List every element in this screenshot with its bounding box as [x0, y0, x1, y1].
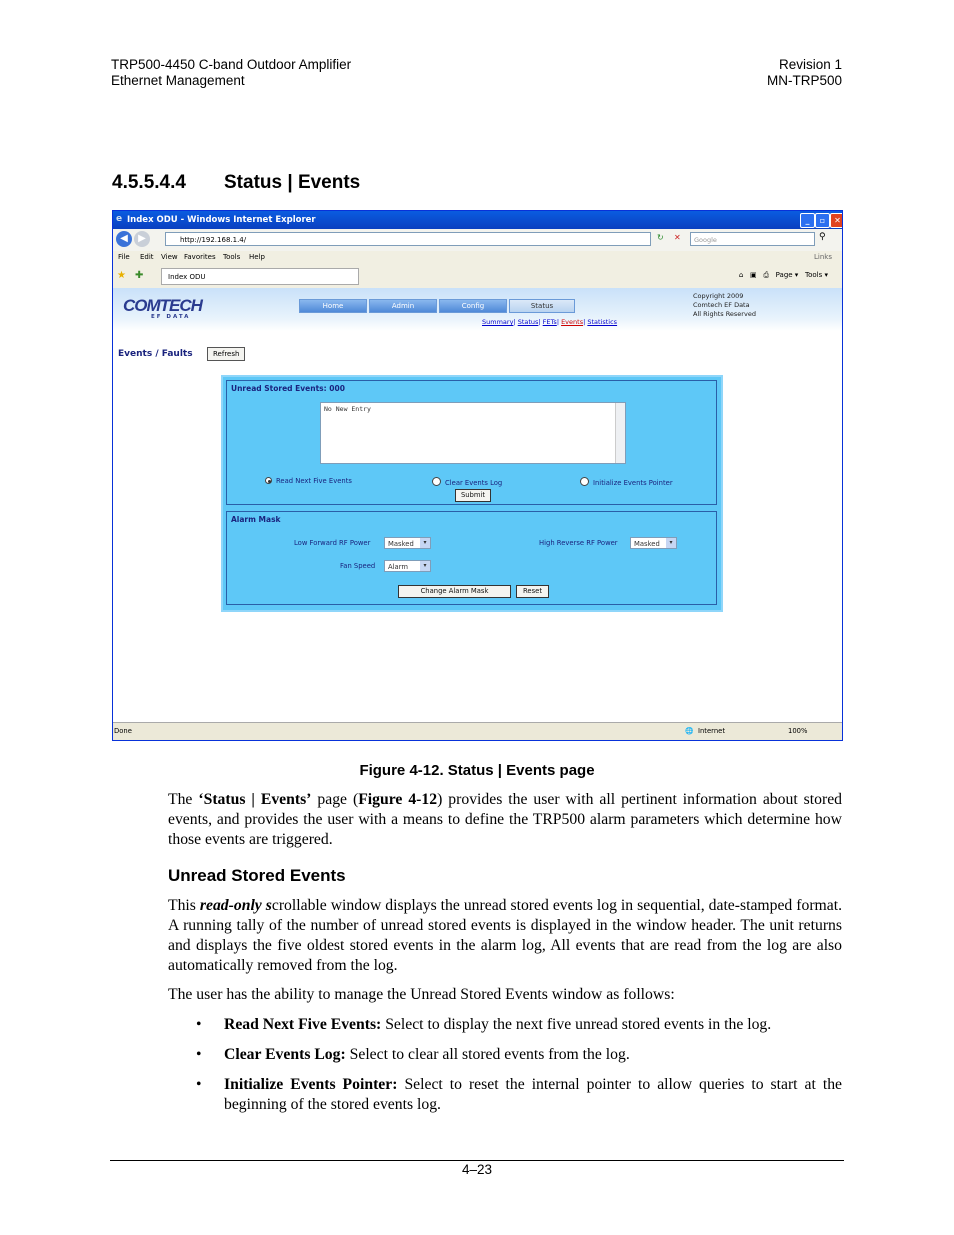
favorites-star-icon[interactable]: ★	[117, 270, 126, 281]
forward-icon[interactable]: ▶	[134, 231, 150, 247]
browser-screenshot	[112, 210, 843, 741]
bullet-text: Select to clear all stored events from the log.	[345, 1046, 630, 1063]
bullet-dot: •	[196, 1076, 202, 1093]
print-icon[interactable]: ⎙	[763, 271, 769, 279]
menu-favorites[interactable]: Favorites	[184, 253, 216, 261]
text-run: page (	[311, 791, 359, 808]
select-value: Masked	[634, 540, 660, 548]
copyright-notice	[693, 292, 756, 319]
tab-config[interactable]: Config	[439, 299, 507, 313]
chevron-down-icon: ▾	[666, 538, 676, 548]
page-number: 4–23	[461, 1162, 493, 1177]
text-run: ) provides the user with all pertinent information about stored events, and provides the user with a means to define the TRP500 alarm parameters which determine how those events are triggered.	[168, 791, 842, 848]
address-input[interactable]: http://192.168.1.4/	[165, 232, 651, 246]
bullet-term: Clear Events Log:	[224, 1046, 346, 1063]
search-input[interactable]: Google	[690, 232, 815, 246]
bullet-text: Select to reset the internal pointer to allow queries to start at the beginning of the stored events log.	[224, 1076, 843, 1113]
figure-reference: Figure 4-12	[358, 791, 438, 808]
radio-clear-events-log[interactable]	[432, 477, 502, 487]
window-title: Index ODU - Windows Internet Explorer	[127, 215, 316, 225]
add-favorite-icon[interactable]: ✚	[135, 270, 144, 281]
low-forward-rf-label: Low Forward RF Power	[294, 539, 371, 547]
sub-navigation: Summary| Status| FETs| Events| Statistics	[482, 318, 618, 326]
feeds-icon[interactable]: ▣	[750, 271, 757, 279]
reset-button[interactable]: Reset	[516, 585, 549, 598]
radio-label: Initialize Events Pointer	[593, 479, 673, 487]
link-statistics[interactable]: Statistics	[587, 318, 618, 326]
doc-number: MN-TRP500	[766, 73, 842, 88]
doc-chapter: Ethernet Management	[111, 73, 245, 88]
events-log-text: No New Entry	[324, 405, 371, 413]
ie-icon: e	[116, 214, 123, 224]
alarm-mask-box	[226, 511, 717, 605]
doc-title: TRP500-4450 C-band Outdoor Amplifier	[111, 57, 352, 72]
bullet-text: Select to display the next five unread stored events in the log.	[381, 1016, 772, 1033]
maximize-button[interactable]: ▫	[815, 213, 830, 228]
minimize-button[interactable]: _	[800, 213, 815, 228]
section-title: Status | Events	[224, 172, 361, 193]
menu-help[interactable]: Help	[249, 253, 265, 261]
radio-initialize-pointer[interactable]	[580, 477, 673, 487]
zoom-level[interactable]: 100%	[788, 727, 808, 735]
high-reverse-rf-label: High Reverse RF Power	[539, 539, 618, 547]
fan-speed-select[interactable]	[384, 560, 431, 572]
back-icon[interactable]: ◀	[116, 231, 132, 247]
figure-caption: Figure 4-12. Status | Events page	[359, 762, 595, 779]
unread-events-box	[226, 380, 717, 505]
page-menu[interactable]: Page	[775, 271, 793, 279]
status-bar	[113, 722, 842, 740]
link-status[interactable]: Status	[517, 318, 539, 326]
copyright-line: Copyright 2009	[693, 292, 744, 300]
search-icon[interactable]: ⚲	[819, 232, 826, 242]
text-run: The	[168, 791, 199, 808]
address-bar-row	[113, 229, 842, 251]
link-summary[interactable]: Summary	[482, 318, 514, 326]
manage-paragraph: The user has the ability to manage the Unread Stored Events window as follows:	[168, 986, 675, 1003]
bullet-term: Initialize Events Pointer:	[224, 1076, 398, 1093]
radio-label: Read Next Five Events	[276, 477, 352, 485]
browser-tab[interactable]: Index ODU	[161, 268, 359, 285]
submit-button[interactable]: Submit	[455, 489, 491, 502]
link-events[interactable]: Events	[561, 318, 584, 326]
bullet-item	[196, 1015, 842, 1035]
running-header-right	[767, 57, 842, 89]
window-titlebar	[113, 211, 842, 229]
fan-speed-label: Fan Speed	[340, 562, 376, 570]
menu-bar	[113, 251, 842, 266]
app-banner	[113, 288, 842, 331]
footer-rule	[110, 1160, 844, 1161]
section-heading	[112, 172, 360, 194]
events-faults-title: Events / Faults	[118, 349, 193, 359]
running-header-left	[111, 57, 351, 89]
description-paragraph	[168, 896, 842, 976]
zone-label: Internet	[698, 727, 725, 735]
bullet-item	[196, 1075, 842, 1115]
intro-paragraph	[168, 790, 842, 850]
home-icon[interactable]: ⌂	[738, 271, 744, 279]
chevron-down-icon: ▾	[420, 538, 430, 548]
page-content	[113, 288, 842, 725]
text-emphasis: read-only s	[199, 897, 272, 914]
select-value: Masked	[388, 540, 414, 548]
tab-admin[interactable]: Admin	[369, 299, 437, 313]
status-text: Done	[114, 727, 132, 735]
low-forward-rf-select[interactable]	[384, 537, 431, 549]
close-button[interactable]: ✕	[830, 213, 843, 228]
link-fets[interactable]: FETs	[542, 318, 557, 326]
tools-menu[interactable]: Tools	[805, 271, 823, 279]
radio-read-next-five[interactable]	[265, 477, 352, 485]
events-log-textarea[interactable]	[320, 402, 626, 464]
menu-edit[interactable]: Edit	[140, 253, 154, 261]
menu-tools[interactable]: Tools	[223, 253, 241, 261]
globe-icon: 🌐	[685, 727, 694, 735]
text-bold: ‘Status | Events’	[198, 791, 312, 808]
chevron-down-icon: ▾	[420, 561, 430, 571]
select-value: Alarm	[388, 563, 408, 571]
alarm-mask-header: Alarm Mask	[231, 515, 281, 524]
bullet-dot: •	[196, 1016, 202, 1033]
bullet-term: Read Next Five Events:	[224, 1016, 382, 1033]
events-panel	[221, 375, 723, 612]
tab-status[interactable]: Status	[509, 299, 575, 313]
copyright-line: All Rights Reserved	[693, 310, 756, 318]
menu-file[interactable]: File	[118, 253, 130, 261]
radio-label: Clear Events Log	[445, 479, 503, 487]
stop-icon[interactable]: ✕	[674, 233, 681, 242]
links-label[interactable]: Links	[814, 253, 832, 261]
section-number: 4.5.5.4.4	[112, 172, 186, 193]
bullet-item	[196, 1045, 842, 1065]
tab-home[interactable]: Home	[299, 299, 367, 313]
subheading: Unread Stored Events	[168, 866, 346, 885]
copyright-line: Comtech EF Data	[693, 301, 750, 309]
menu-view[interactable]: View	[161, 253, 178, 261]
textarea-scrollbar[interactable]	[615, 403, 625, 463]
refresh-button[interactable]: Refresh	[207, 347, 245, 361]
command-bar: ⌂ ▣ ⎙ Page ▾ Tools ▾	[738, 271, 828, 279]
bullet-dot: •	[196, 1046, 202, 1063]
doc-revision: Revision 1	[778, 57, 842, 72]
comtech-logo: COMTECH	[123, 296, 202, 315]
unread-events-header: Unread Stored Events: 000	[231, 384, 345, 393]
text-run: This	[168, 897, 200, 914]
text-run: crollable window displays the unread stored events log in sequential, date-stamped format. A running tally of the number of unread stored events is displayed in the window header. The unit returns and displays the five oldest stored events in the alarm log, All events that are read from the log are also automatically removed from the log.	[168, 897, 842, 974]
refresh-icon[interactable]: ↻	[657, 233, 664, 242]
logo-subtitle: EF DATA	[151, 314, 191, 320]
change-alarm-mask-button[interactable]: Change Alarm Mask	[398, 585, 511, 598]
tab-bar	[113, 266, 842, 289]
high-reverse-rf-select[interactable]	[630, 537, 677, 549]
